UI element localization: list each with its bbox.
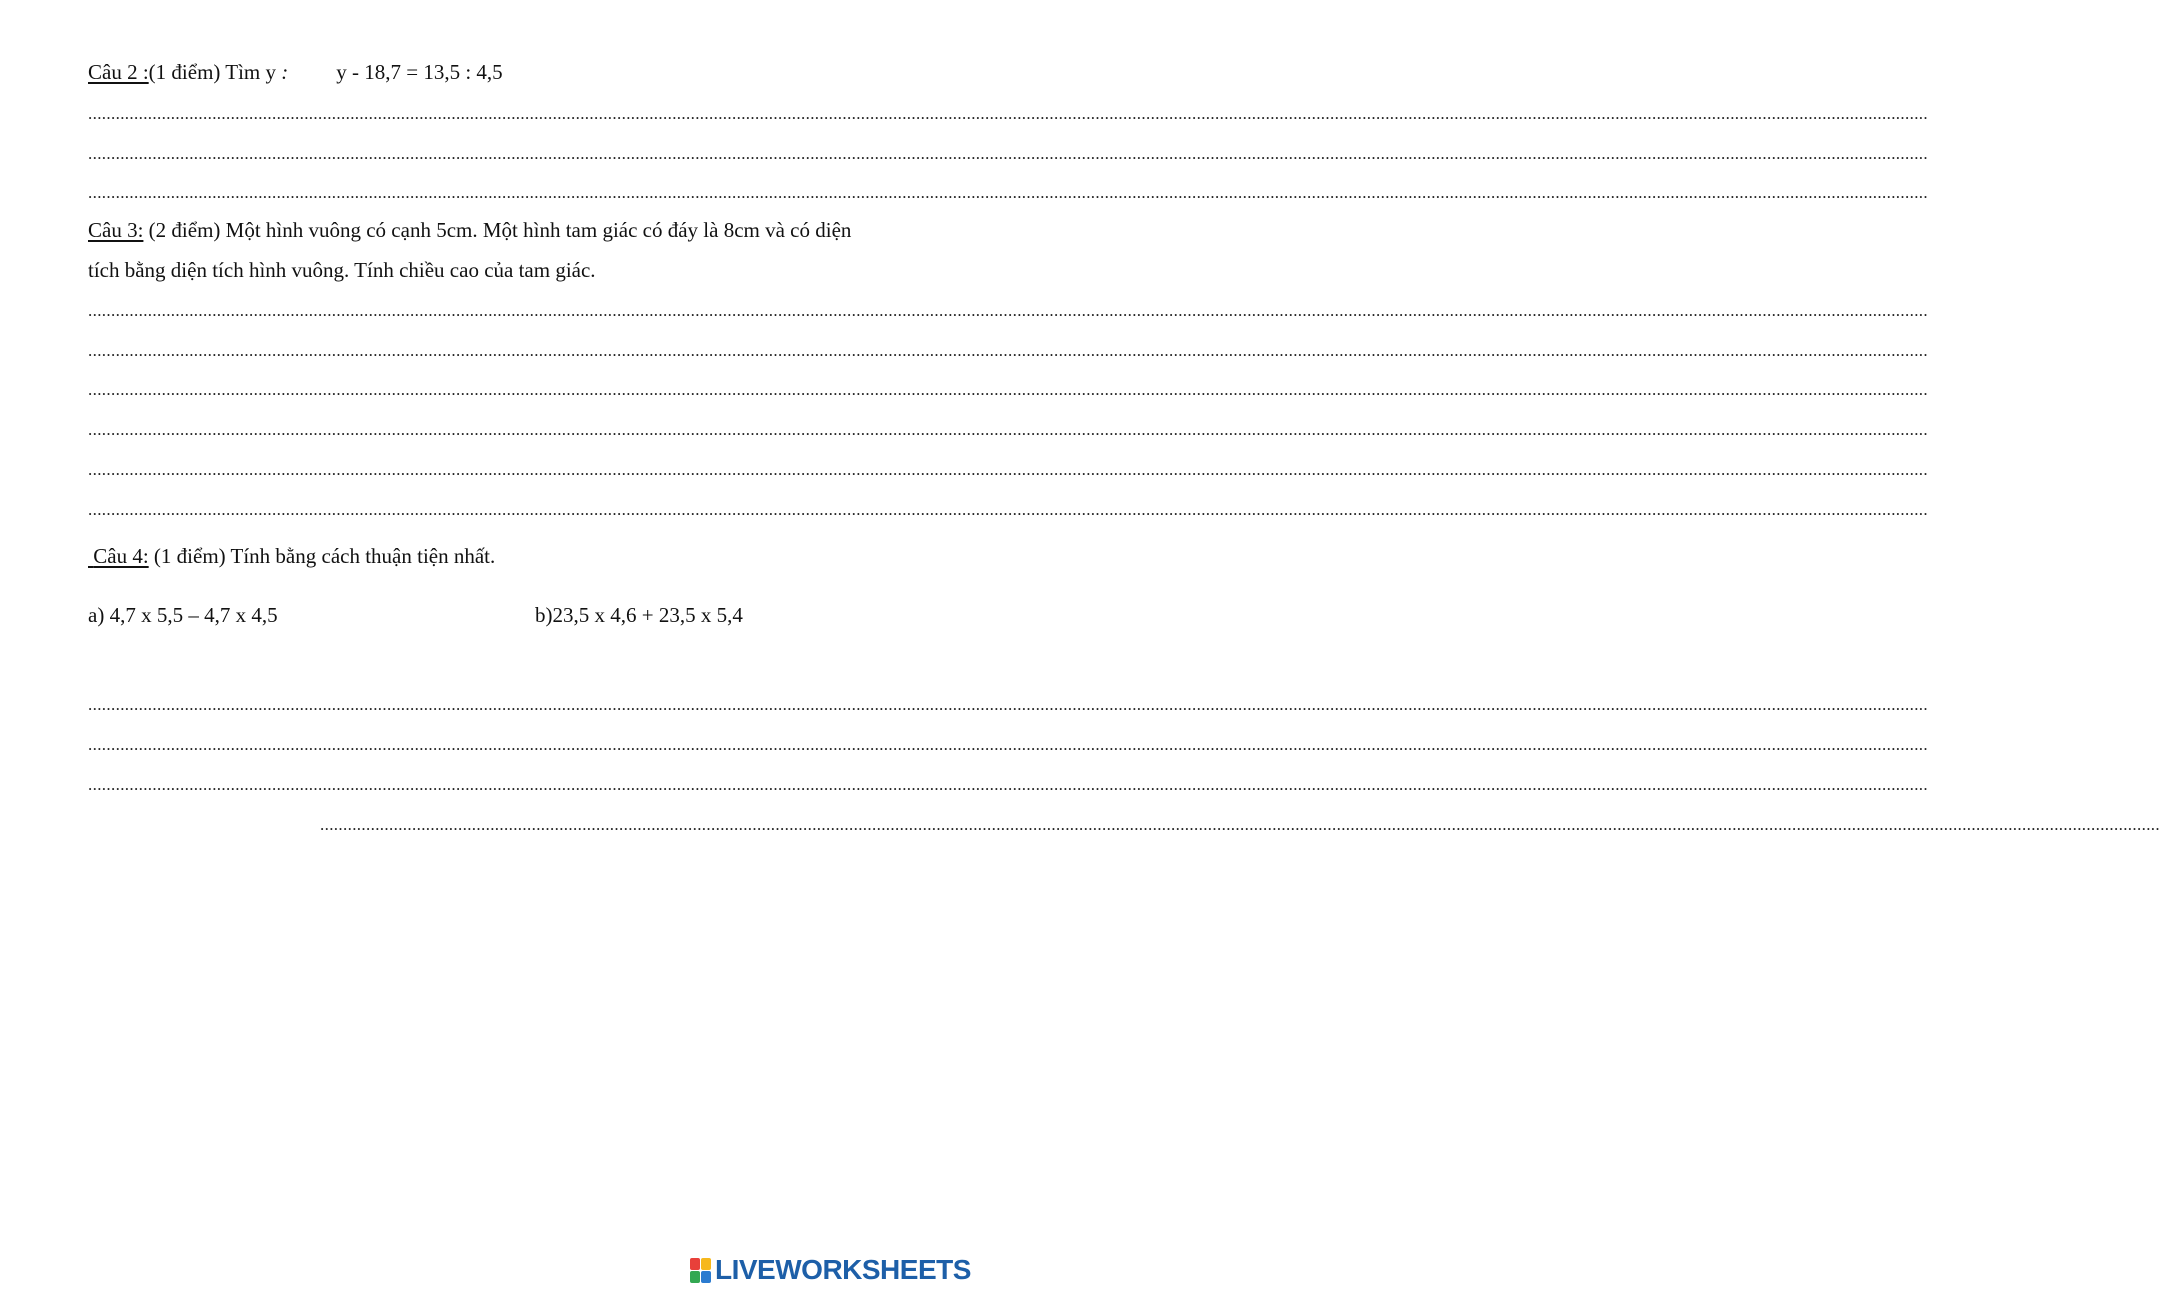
question-3-line-2: tích bằng diện tích hình vuông. Tính chiều cao của tam giác. bbox=[88, 258, 596, 282]
question-2-colon: : bbox=[281, 60, 289, 84]
question-2-equation: y - 18,7 = 13,5 : 4,5 bbox=[336, 60, 503, 84]
question-4-part-b: b)23,5 x 4,6 + 23,5 x 5,4 bbox=[535, 603, 743, 627]
answer-line[interactable]: ................................................................................................................................................................................................................................................................................................................................................................................................................ bbox=[88, 380, 1928, 399]
question-2-points: (1 điểm) Tìm y bbox=[148, 60, 282, 84]
answer-line[interactable]: ................................................................................................................................................................................................................................................................................................................................................................................................................ bbox=[88, 735, 1928, 754]
answer-line[interactable]: ................................................................................................................................................................................................................................................................................................................................................................................................................ bbox=[88, 695, 1928, 714]
question-3-line-1 bbox=[88, 220, 851, 241]
answer-line[interactable]: ................................................................................................................................................................................................................................................................................................................................................................................................................ bbox=[88, 460, 1928, 479]
answer-line[interactable]: ................................................................................................................................................................................................................................................................................................................................................................................................................ bbox=[88, 420, 1928, 439]
question-3-label: Câu 3: bbox=[88, 218, 144, 242]
answer-line[interactable]: ................................................................................................................................................................................................................................................................................................................................................................................................................ bbox=[88, 104, 1928, 123]
liveworksheets-logo bbox=[690, 1255, 971, 1285]
liveworksheets-logo-icon bbox=[690, 1258, 711, 1283]
answer-line[interactable]: ................................................................................................................................................................................................................................................................................................................................................................................................................ bbox=[88, 144, 1928, 163]
answer-line[interactable]: ................................................................................................................................................................................................................................................................................................................................................................................................................ bbox=[88, 775, 1928, 794]
question-2-label: Câu 2 : bbox=[88, 60, 149, 84]
question-2 bbox=[88, 62, 503, 83]
answer-line[interactable]: ................................................................................................................................................................................................................................................................................................................................................................................................................ bbox=[320, 815, 2160, 834]
liveworksheets-wordmark: LIVEWORKSHEETS bbox=[715, 1254, 971, 1285]
answer-line[interactable]: ................................................................................................................................................................................................................................................................................................................................................................................................................ bbox=[88, 183, 1928, 202]
question-4-text: (1 điểm) Tính bằng cách thuận tiện nhất. bbox=[148, 544, 496, 568]
question-4-label: Câu 4: bbox=[93, 544, 149, 568]
question-3-text-1: (2 điểm) Một hình vuông có cạnh 5cm. Một hình tam giác có đáy là 8cm và có diện bbox=[143, 218, 852, 242]
answer-line[interactable]: ................................................................................................................................................................................................................................................................................................................................................................................................................ bbox=[88, 500, 1928, 519]
answer-line[interactable]: ................................................................................................................................................................................................................................................................................................................................................................................................................ bbox=[88, 341, 1928, 360]
question-4 bbox=[88, 546, 495, 567]
question-4-part-a: a) 4,7 x 5,5 – 4,7 x 4,5 bbox=[88, 603, 278, 627]
answer-line[interactable]: ................................................................................................................................................................................................................................................................................................................................................................................................................ bbox=[88, 301, 1928, 320]
